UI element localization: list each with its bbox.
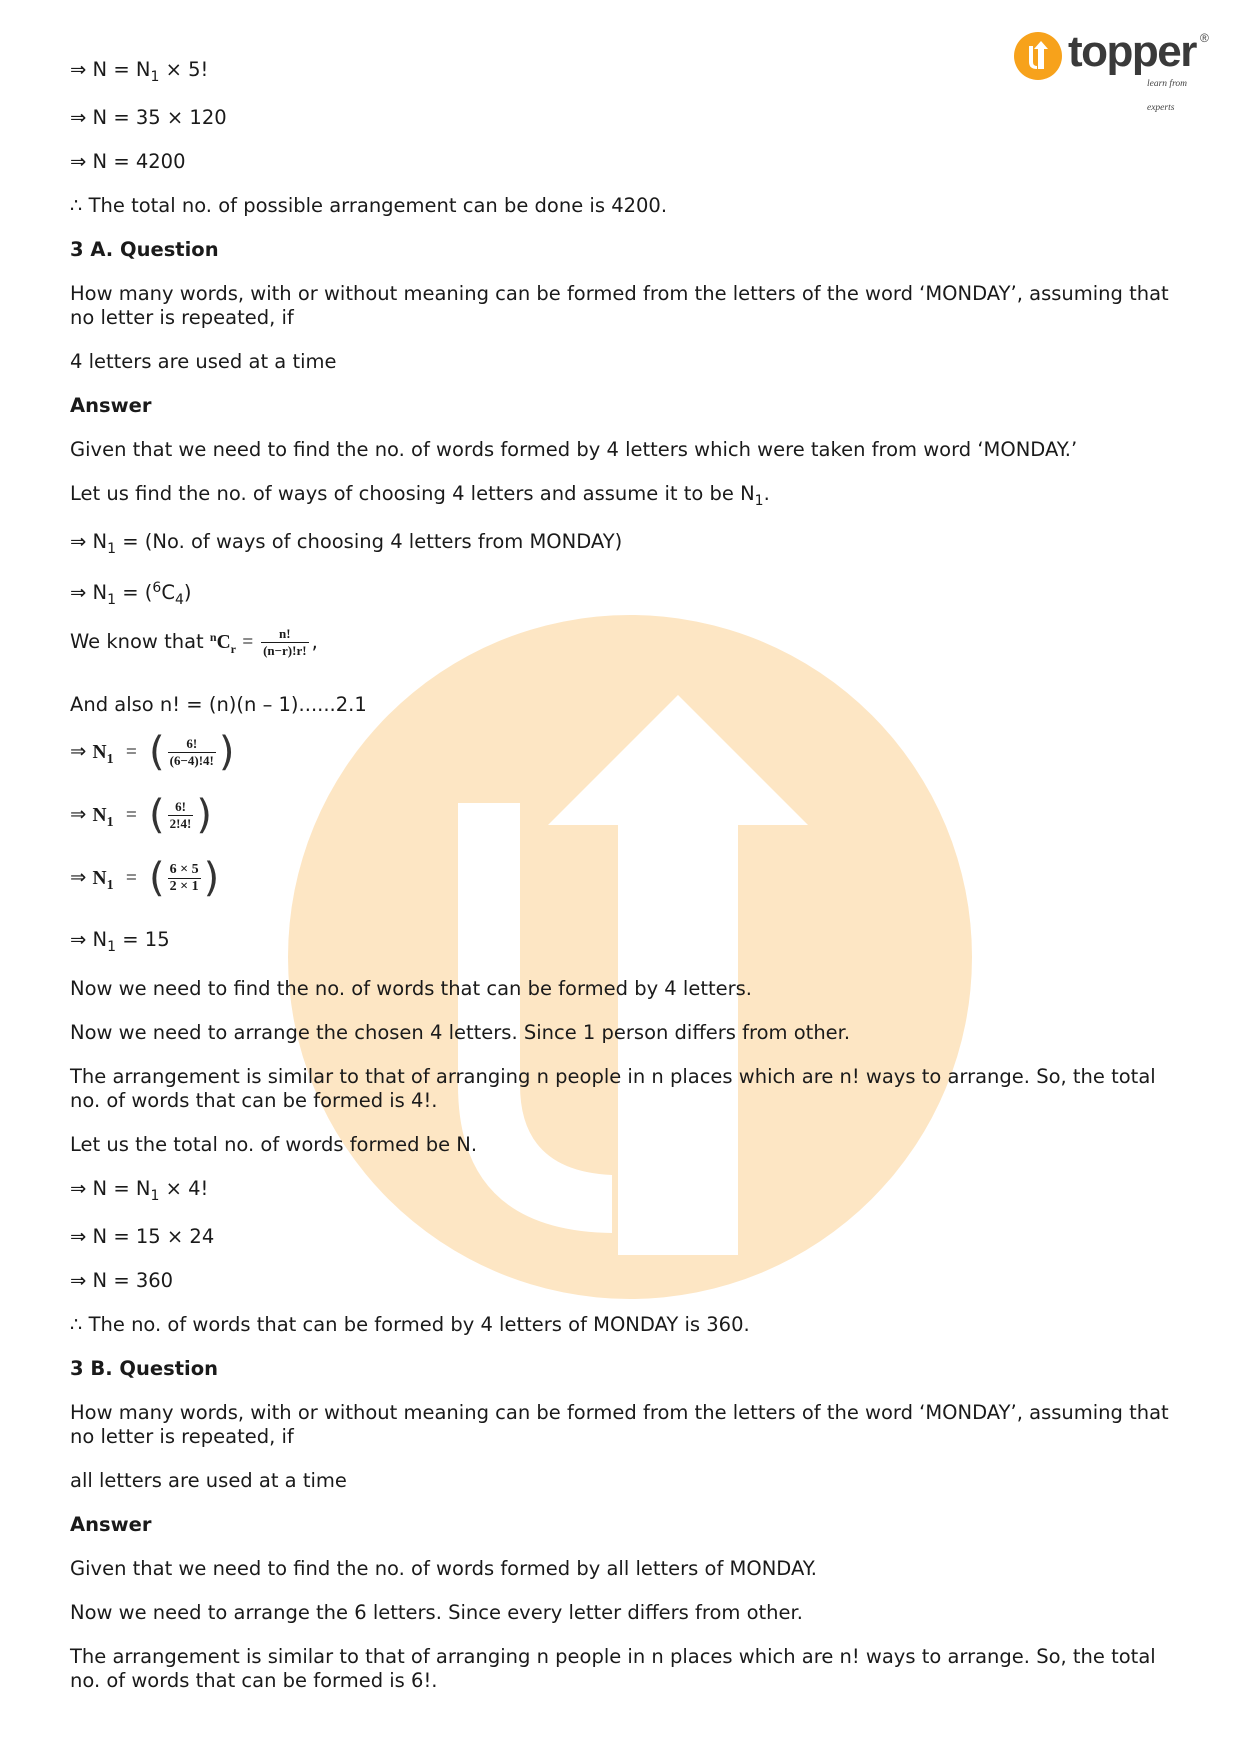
equation-line: ⇒ $N = N_1 \times 4$!	[70, 1177, 209, 1204]
answer-line: Given that we need to find the no. of words formed by all letters of MONDAY.	[70, 1557, 817, 1580]
answer-line: The arrangement is similar to that of arranging n people in n places which are n! ways to arrange. So, the total no. of words that can be formed is 6!.	[70, 1645, 1156, 1692]
answer-heading: Answer	[70, 1513, 152, 1536]
brand-name: topper	[1068, 27, 1196, 76]
registered-mark: ®	[1200, 31, 1209, 45]
equation-line: ⇒ N = 15 × 24	[70, 1225, 215, 1248]
fraction-step: ⇒ $N_1$ = ( $\frac{6!}{(6-4)!4!}$ )	[70, 729, 235, 775]
question-text: How many words, with or without meaning can be formed from the letters of the word ‘MONDAY’, assuming that no letter is repeated, if	[70, 1401, 1169, 1448]
fraction-step: ⇒ $N_1$ = ( $\frac{6!}{2!4!}$ )	[70, 792, 212, 838]
answer-line: The arrangement is similar to that of arranging n people in n places which are n! ways to arrange. So, the total no. of words that can be formed is 4!.	[70, 1065, 1156, 1112]
answer-line: Now we need to find the no. of words that can be formed by 4 letters.	[70, 977, 752, 1000]
question-condition: 4 letters are used at a time	[70, 350, 337, 373]
topper-logo	[1012, 22, 1212, 113]
u-badge-icon	[1012, 30, 1064, 82]
question-heading: 3 B. Question	[70, 1357, 218, 1380]
factorial-line: And also n! = (n)(n – 1)......2.1	[70, 693, 367, 716]
equation-line: ⇒ $N = N_1 \times 5$!	[70, 58, 209, 85]
question-heading: 3 A. Question	[70, 238, 219, 261]
answer-line: Now we need to arrange the chosen 4 letters. Since 1 person differs from other.	[70, 1021, 851, 1044]
answer-line: Let us the total no. of words formed be N.	[70, 1133, 478, 1156]
equation-line: ⇒ $N_1 = (No$. of ways of choosing 4 letters from MONDAY)	[70, 530, 623, 557]
fraction: $\frac{6!}{(6-4)!4!}$	[169, 735, 214, 768]
question-text: How many words, with or without meaning can be formed from the letters of the word ‘MONDAY’, assuming that no letter is repeated, if	[70, 282, 1169, 329]
equation-line: ⇒ N = 4200	[70, 150, 186, 173]
fraction: $\frac{6 \times 5}{2 \times 1}$	[169, 861, 199, 894]
fraction-step: ⇒ $N_1$ = ( $\frac{6 \times 5}{2 \times 1}$ )	[70, 855, 220, 901]
fraction: $\frac{6!}{2!4!}$	[169, 798, 192, 831]
equation-line: ⇒ N = 35 × 120	[70, 106, 227, 129]
equation-line: ⇒ $N_1 = (^6C_4)$	[70, 580, 192, 608]
watermark-logo-icon	[288, 615, 972, 1299]
brand-tagline: learn from experts	[1147, 79, 1188, 113]
question-condition: all letters are used at a time	[70, 1469, 347, 1492]
ncr-formula-line: We know that $^nC_r$ = $\frac{n!}{(n-r)!r!}$ ,	[70, 626, 318, 658]
answer-heading: Answer	[70, 394, 152, 417]
conclusion-line: ∴ The no. of words that can be formed by 4 letters of MONDAY is 360.	[70, 1313, 750, 1336]
equation-line: ⇒ N = 360	[70, 1269, 174, 1292]
answer-line: Given that we need to find the no. of words formed by 4 letters which were taken from word ‘MONDAY.’	[70, 438, 1078, 461]
conclusion-line: ∴ The total no. of possible arrangement can be done is 4200.	[70, 194, 668, 217]
equation-line: ⇒ $N_1 = 15$	[70, 928, 170, 955]
answer-line: Now we need to arrange the 6 letters. Since every letter differs from other.	[70, 1601, 803, 1624]
ncr-fraction: $\frac{n!}{(n-r)!r!}$	[263, 626, 307, 658]
answer-line: Let us find the no. of ways of choosing 4 letters and assume it to be $N_1$.	[70, 482, 770, 509]
